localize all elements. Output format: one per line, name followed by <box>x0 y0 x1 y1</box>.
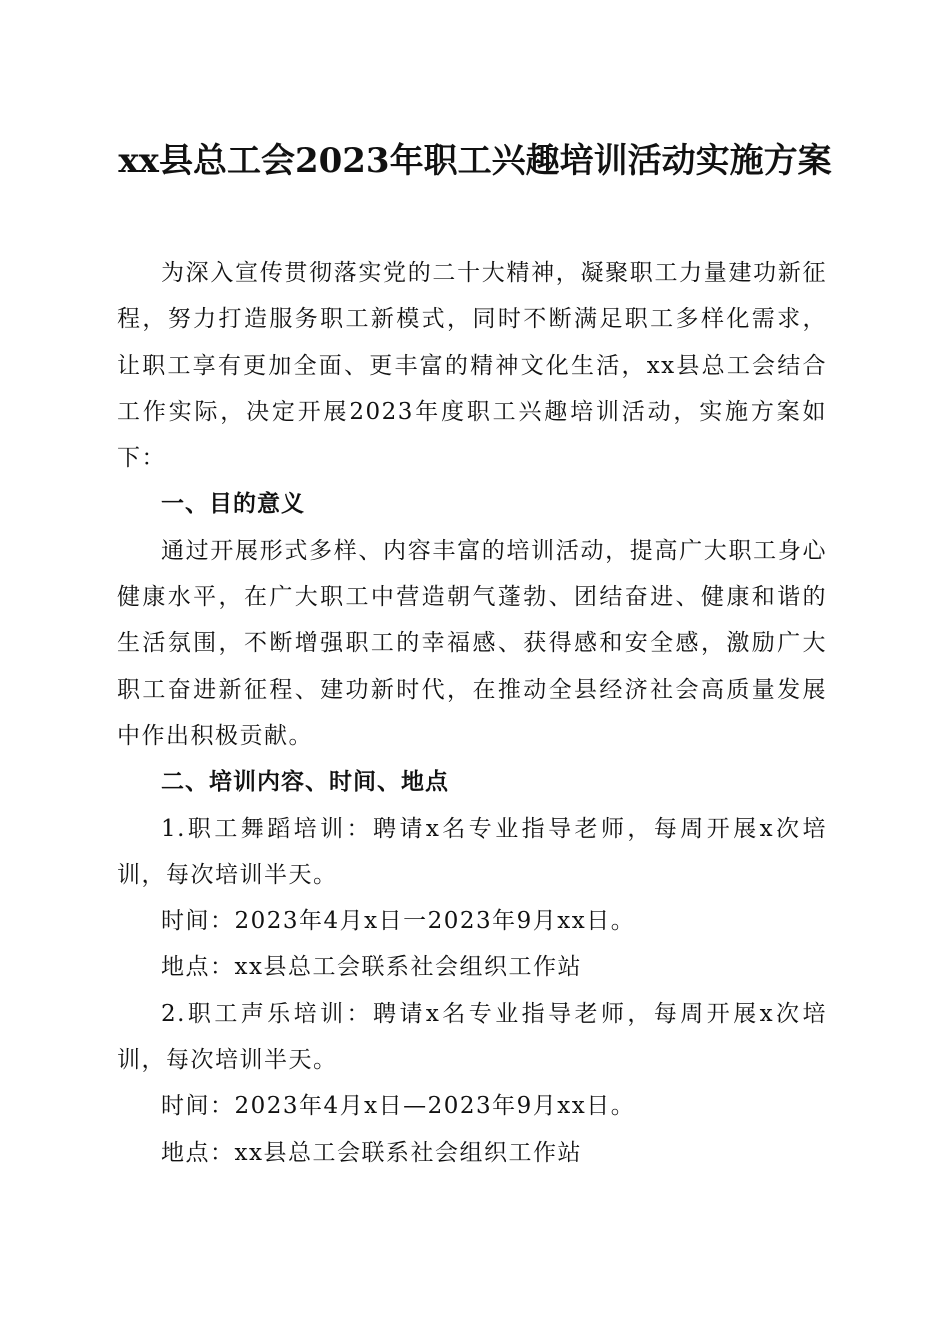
item-description: 2.职工声乐培训：聘请x名专业指导老师，每周开展x次培训，每次培训半天。 <box>117 1000 827 1074</box>
section-heading-purpose: 一、目的意义 <box>161 491 305 518</box>
document-title: xx县总工会2023年职工兴趣培训活动实施方案 <box>118 141 832 181</box>
intro-paragraph: 为深入宣传贯彻落实党的二十大精神，凝聚职工力量建功新征程，努力打造服务职工新模式，同时不断满足职工多样化需求，让职工享有更加全面、更丰富的精神文化生活，xx县总工会结合工作实际，决定开展2023年度职工兴趣培训活动，实施方案如下： <box>117 260 827 472</box>
document-body <box>117 250 827 1176</box>
item-description: 1.职工舞蹈培训：聘请x名专业指导老师，每周开展x次培训，每次培训半天。 <box>117 815 827 888</box>
purpose-paragraph: 通过开展形式多样、内容丰富的培训活动，提高广大职工身心健康水平，在广大职工中营造朝气蓬勃、团结奋进、健康和谐的生活氛围，不断增强职工的幸福感、获得感和安全感，激励广大职工奋进新征程、建功新时代，在推动全县经济社会高质量发展中作出积极贡献。 <box>117 537 827 749</box>
item-place: 地点：xx县总工会联系社会组织工作站 <box>161 1139 582 1166</box>
item-place: 地点：xx县总工会联系社会组织工作站 <box>161 954 582 981</box>
section-heading-content: 二、培训内容、时间、地点 <box>161 769 449 796</box>
item-time: 时间：2023年4月x日一2023年9月xx日。 <box>161 908 636 935</box>
item-time: 时间：2023年4月x日—2023年9月xx日。 <box>161 1093 636 1120</box>
